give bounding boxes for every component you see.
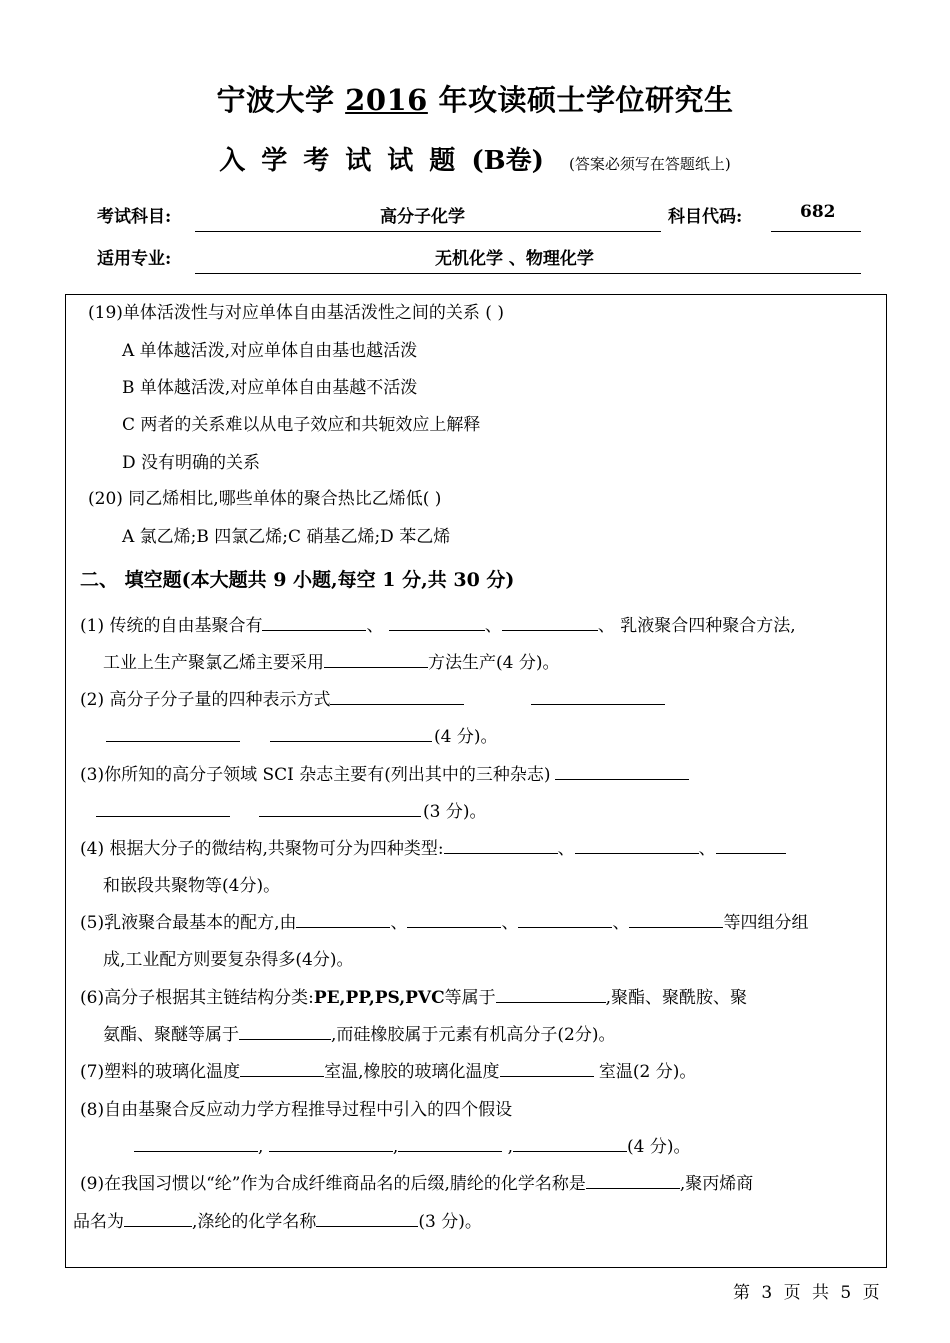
page-number: 第 3 页 共 5 页 xyxy=(733,1283,883,1303)
fill-q2-line1: (2) 高分子分子量的四种表示方式 xyxy=(80,685,464,710)
fill-q1-line2: 工业上生产聚氯乙烯主要采用 方法生产(4 分)。 xyxy=(103,648,559,673)
blank xyxy=(575,835,699,854)
blank xyxy=(444,835,558,854)
exam-title-line2: 入学考试试题(B卷) (答案必须写在答题纸上) xyxy=(219,146,731,176)
blank xyxy=(262,612,366,631)
exam-year: 2016 xyxy=(345,83,428,117)
q20-stem: (20) 同乙烯相比,哪些单体的聚合热比乙烯低( ) xyxy=(88,489,442,509)
section-2-title: 二、 填空题(本大题共 9 小题,每空 1 分,共 30 分) xyxy=(80,569,515,591)
blank xyxy=(586,1170,680,1189)
blank xyxy=(259,816,421,817)
major-label: 适用专业: xyxy=(97,249,172,269)
answer-note: (答案必须写在答题纸上) xyxy=(568,155,731,173)
blank xyxy=(324,649,428,668)
fill-q9-line2: 品名为 ,涤纶的化学名称 (3 分)。 xyxy=(73,1207,482,1232)
code-underline xyxy=(771,231,861,232)
blank xyxy=(518,909,612,928)
fill-q8-line1: (8)自由基聚合反应动力学方程推导过程中引入的四个假设 xyxy=(80,1100,513,1120)
fill-q4-line2: 和嵌段共聚物等(4分)。 xyxy=(103,876,281,896)
q19-option-d: D 没有明确的关系 xyxy=(122,453,261,473)
blank xyxy=(716,835,786,854)
q19-stem: (19)单体活泼性与对应单体自由基活泼性之间的关系 ( ) xyxy=(88,303,504,323)
blank xyxy=(500,1058,594,1077)
blank xyxy=(502,612,598,631)
fill-q7-line1: (7)塑料的玻璃化温度 室温,橡胶的玻璃化温度 室温(2 分)。 xyxy=(80,1057,696,1082)
fill-q5-line2: 成,工业配方则要复杂得多(4分)。 xyxy=(103,950,354,970)
blank xyxy=(513,1133,627,1152)
q19-option-c: C 两者的关系难以从电子效应和共轭效应上解释 xyxy=(122,415,481,435)
subject-label: 考试科目: xyxy=(97,207,172,227)
blank xyxy=(330,686,464,705)
fill-q2-score: (4 分)。 xyxy=(434,727,498,747)
q20-options: A 氯乙烯;B 四氯乙烯;C 硝基乙烯;D 苯乙烯 xyxy=(122,527,451,547)
blank xyxy=(531,704,665,705)
blank xyxy=(239,1021,331,1040)
blank xyxy=(134,1133,258,1152)
code-label: 科目代码: xyxy=(668,207,743,227)
blank xyxy=(270,741,432,742)
blank xyxy=(316,1208,418,1227)
blank xyxy=(124,1208,192,1227)
code-value: 682 xyxy=(800,202,836,222)
fill-q6-line2: 氨酯、聚醚等属于 ,而硅橡胶属于元素有机高分子(2分)。 xyxy=(103,1020,615,1045)
blank xyxy=(240,1058,324,1077)
blank xyxy=(296,909,390,928)
blank xyxy=(496,984,606,1003)
major-underline xyxy=(195,273,861,274)
blank xyxy=(96,816,230,817)
fill-q9-line1: (9)在我国习惯以“纶”作为合成纤维商品名的后缀,腈纶的化学名称是 ,聚丙烯商 xyxy=(80,1169,753,1194)
blank xyxy=(629,909,723,928)
major-value: 无机化学 、物理化学 xyxy=(435,249,594,269)
blank xyxy=(398,1133,502,1152)
fill-q3-score: (3 分)。 xyxy=(423,802,487,822)
subject-value: 高分子化学 xyxy=(380,207,465,227)
exam-title-line1: 宁波大学 2016 年攻读硕士学位研究生 xyxy=(216,83,734,117)
fill-q8-line2: , , , (4 分)。 xyxy=(134,1132,691,1157)
blank xyxy=(407,909,501,928)
fill-q4-line1: (4) 根据大分子的微结构,共聚物可分为四种类型: 、 、 xyxy=(80,834,786,859)
blank xyxy=(389,612,485,631)
q19-option-b: B 单体越活泼,对应单体自由基越不活泼 xyxy=(122,378,418,398)
subject-underline xyxy=(195,231,661,232)
blank xyxy=(269,1133,393,1152)
fill-q3-line1: (3)你所知的高分子领域 SCI 杂志主要有(列出其中的三种杂志) xyxy=(80,760,689,785)
fill-q5-line1: (5)乳液聚合最基本的配方,由 、 、 、 等四组分组 xyxy=(80,908,808,933)
blank xyxy=(555,761,689,780)
q19-option-a: A 单体越活泼,对应单体自由基也越活泼 xyxy=(122,341,418,361)
fill-q6-line1: (6)高分子根据其主链结构分类:PE,PP,PS,PVC等属于 ,聚酯、聚酰胺、聚 xyxy=(80,983,747,1008)
blank xyxy=(106,741,240,742)
fill-q1-line1: (1) 传统的自由基聚合有 、 、 、 乳液聚合四种聚合方法, xyxy=(80,611,796,636)
